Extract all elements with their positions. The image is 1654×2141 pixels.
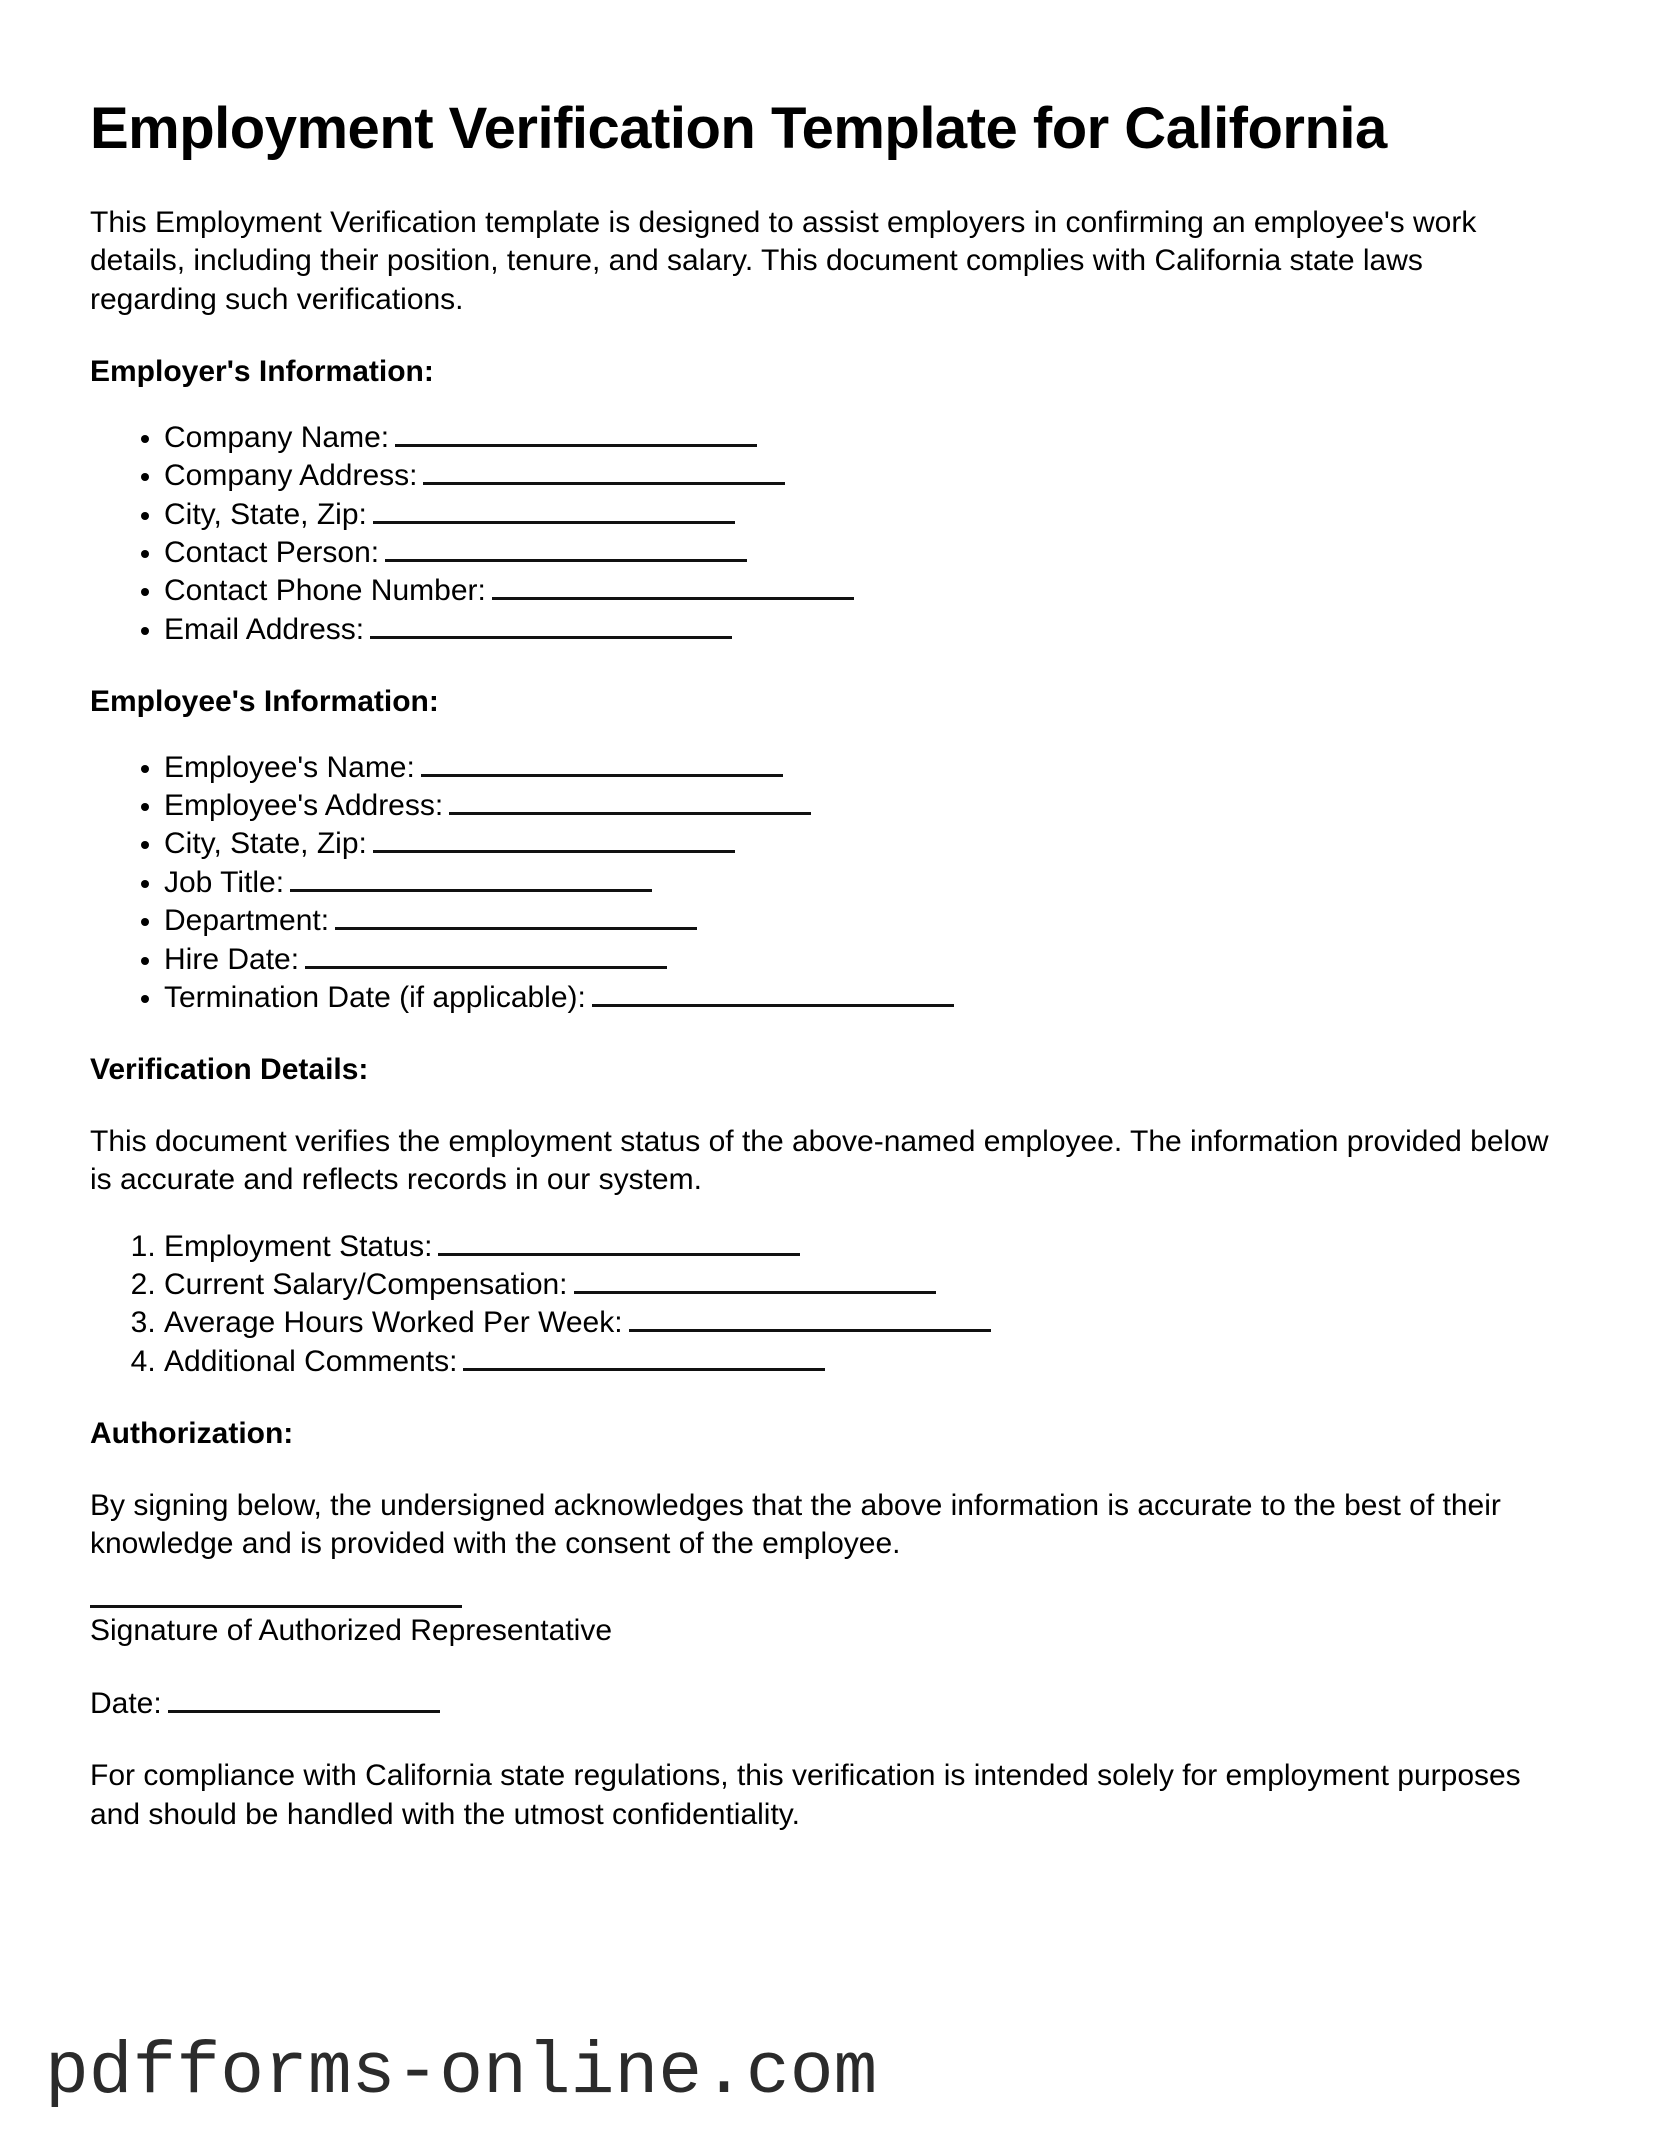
date-input[interactable] bbox=[168, 1685, 440, 1713]
date-row bbox=[90, 1685, 1554, 1723]
field-label: Contact Person: bbox=[164, 535, 380, 569]
list-item bbox=[164, 611, 1554, 649]
employee-address-input[interactable] bbox=[449, 787, 811, 815]
verification-details-heading: Verification Details: bbox=[90, 1053, 369, 1087]
list-item bbox=[164, 419, 1554, 457]
current-salary-input[interactable] bbox=[574, 1266, 936, 1294]
contact-person-input[interactable] bbox=[385, 534, 747, 562]
list-item bbox=[164, 1266, 1554, 1304]
field-label: Termination Date (if applicable): bbox=[164, 980, 586, 1014]
employee-information-heading: Employee's Information: bbox=[90, 685, 439, 719]
field-label: Company Address: bbox=[164, 459, 418, 493]
list-item bbox=[164, 825, 1554, 863]
list-item bbox=[164, 979, 1554, 1017]
field-label: City, State, Zip: bbox=[164, 497, 367, 531]
list-item bbox=[164, 787, 1554, 825]
field-label: Additional Comments: bbox=[164, 1344, 458, 1378]
list-item bbox=[164, 749, 1554, 787]
field-label: Average Hours Worked Per Week: bbox=[164, 1306, 623, 1340]
field-label: Employee's Name: bbox=[164, 750, 415, 784]
signature-line[interactable] bbox=[90, 1605, 462, 1608]
email-address-input[interactable] bbox=[370, 611, 732, 639]
employer-city-state-zip-input[interactable] bbox=[373, 496, 735, 524]
field-label: Contact Phone Number: bbox=[164, 574, 486, 608]
field-label: Email Address: bbox=[164, 612, 365, 646]
document-content bbox=[90, 0, 1554, 1834]
list-item bbox=[164, 457, 1554, 495]
signature-caption: Signature of Authorized Representative bbox=[90, 1614, 612, 1648]
list-item bbox=[164, 1228, 1554, 1266]
field-label: City, State, Zip: bbox=[164, 827, 367, 861]
hire-date-input[interactable] bbox=[305, 941, 667, 969]
contact-phone-number-input[interactable] bbox=[492, 573, 854, 601]
list-item bbox=[164, 572, 1554, 610]
list-item bbox=[164, 864, 1554, 902]
verification-details-paragraph: This document verifies the employment status of the above-named employee. The information provided below is accurate and reflects records in our system. bbox=[90, 1124, 1549, 1197]
list-item bbox=[164, 534, 1554, 572]
authorization-paragraph: By signing below, the undersigned acknowledges that the above information is accurate to the best of their knowledge and is provided with the consent of the employee. bbox=[90, 1488, 1501, 1561]
employee-city-state-zip-input[interactable] bbox=[373, 826, 735, 854]
date-label: Date: bbox=[90, 1686, 162, 1720]
page-title: Employment Verification Template for California bbox=[90, 96, 1387, 161]
company-address-input[interactable] bbox=[423, 458, 785, 486]
list-item bbox=[164, 496, 1554, 534]
employer-information-list bbox=[90, 419, 1554, 649]
list-item bbox=[164, 1304, 1554, 1342]
employee-name-input[interactable] bbox=[421, 749, 783, 777]
field-label: Job Title: bbox=[164, 865, 285, 899]
termination-date-input[interactable] bbox=[592, 979, 954, 1007]
department-input[interactable] bbox=[335, 903, 697, 931]
field-label: Hire Date: bbox=[164, 942, 300, 976]
field-label: Current Salary/Compensation: bbox=[164, 1267, 568, 1301]
additional-comments-input[interactable] bbox=[463, 1343, 825, 1371]
employee-information-list bbox=[90, 749, 1554, 1018]
field-label: Company Name: bbox=[164, 420, 390, 454]
field-label: Department: bbox=[164, 904, 330, 938]
list-item bbox=[164, 941, 1554, 979]
field-label: Employment Status: bbox=[164, 1229, 433, 1263]
average-hours-input[interactable] bbox=[629, 1305, 991, 1333]
intro-paragraph: This Employment Verification template is designed to assist employers in confirming an employee's work details, including their position, tenure, and salary. This document complies with California state laws regarding such verifications. bbox=[90, 206, 1477, 316]
job-title-input[interactable] bbox=[290, 864, 652, 892]
list-item bbox=[164, 902, 1554, 940]
verification-details-list bbox=[90, 1228, 1554, 1382]
authorization-heading: Authorization: bbox=[90, 1417, 294, 1451]
employer-information-heading: Employer's Information: bbox=[90, 355, 434, 389]
employment-status-input[interactable] bbox=[438, 1228, 800, 1256]
list-item bbox=[164, 1343, 1554, 1381]
company-name-input[interactable] bbox=[395, 419, 757, 447]
site-watermark: pdfforms-online.com bbox=[45, 2031, 878, 2114]
compliance-note: For compliance with California state regulations, this verification is intended solely for employment purposes and should be handled with the utmost confidentiality. bbox=[90, 1759, 1521, 1831]
field-label: Employee's Address: bbox=[164, 788, 444, 822]
